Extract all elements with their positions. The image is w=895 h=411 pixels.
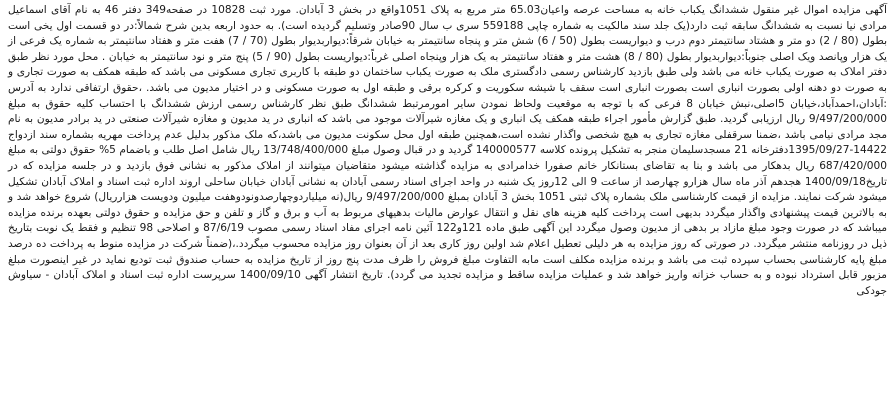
auction-notice-text: آگهی مزایده اموال غیر منقول ششدانگ یکباب خانه به مساحت عرصه واعیان65.03 متر مربع به پلاک 1051واقع در بخش 3 آبادان. مورد ثبت 10828 در صفحه349 دفتر 46 به نام آقای اسماعیل مرادی نیا نسبت به ششدانگ سابقه ثبت دارد(یک جلد سند مالکیت به شماره چاپی 559188 سری ب سال 90صادر وتسلیم گردیده است). به حدود اربعه بدین شرح شمالاً:در دو قسمت اول یخی است بطول (80 / 2) دو متر و هشتاد سانتیمتر دوم درب و دیواریست بطول (50 / 6) شش متر و پنجاه سانتیمتر به خیابان شرقاً:دیواربدیوار بطول (70 / 7) هفت متر و هفتاد سانتیمتر به شماره یک فرعی از یک هزار وپانصد ویک اصلی جنوباً:دیواربدیوار بطول (80 / 8) هشت متر و هفتاد سانتیمتر به یک هزار وپنجاه اصلی غرباً:دیواریست بطول (90 / 5) پنج متر و نود سانتیمتر به خیابان . محل مورد نظر طبق دفتر املاک به صورت یکباب خانه می باشد ولی طبق بازدید کارشناس رسمی دادگستری ملک به صورت یکباب ساختمان دو طبقه با کاربری تجاری مسکونی می باشد که طبقه همکف به صورت تجاری و به صورت دو دهنه اولی بصورت انباری است بصورت انباری است سقف با شیشه سکوریت و کرکره برقی و طبقه اول به صورت مسکونی و در اختیار مدیون می باشد. ،حقوق ارتفاقی ندارد به آدرس :آبادان،احمدآباد،خیابان 5اصلی،نبش خیابان 8 فرعی که با توجه به موقعیت ولحاظ نمودن سایر امورمرتبط ششدانگ طبق نظر کارشناس رسمی ارزش ششدانگ با احتساب کلیه حقوق به مبلغ 9/497/200/000 ریال ارزیابی گردید. طبق گزارش مأمور اجراء طبقه همکف یک انباری و یک مغازه شیرآلات موجود می باشد که انباری در ید مدیون و مغازه شیرآلات صنعتی در ید برادر مدیون به نام مجد مرادی نیامی باشد ،ضمنا سرقفلی مغازه تجاری به هیچ شخصی واگذار نشده است،همچنین طبقه اول محل سکونت مدیون می باشد،که ملک مذکور بدلیل عدم پرداخت مهریه بشماره سند ازدواج 14422-1395/09/27دفترخانه 21 مسجدسلیمان منجر به تشکیل پرونده کلاسه 140000577 گردید و در قبال وصول مبلغ 13/748/400/000 ریال شامل اصل طلب و باضمام 5% حقوق دولتی به مبلغ 687/420/000 ریال بدهکار می باشد و بنا به تقاضای بستانکار خانم صفورا خدامرادی به مزایده گذاشته میشود متقاضیان میتوانند از املاک مذکور به نشانی فوق بازدید و در جلسه مزایده که در تاریخ1400/09/18 هجدهم آذر ماه سال هزارو چهارصد از ساعت 9 الی 12روز یک شنبه در واحد اجرای اسناد رسمی آبادان به نشانی آبادان خیابان ساحلی اروند اداره ثبت اسناد و املاک آبادان تشکیل میشود شرکت نمایند. مزایده از قیمت کارشناسی ملک بشماره پلاک ثبتی 1051 بخش 3 آبادان بمبلغ 9/497/200/000 ریال(نه میلیاردوچهارصدونودوهفت میلیون ودویست هزارریال) شروع خواهد شد و به بالاترین قیمت پیشنهادی واگذار میگردد بدیهی است پرداخت کلیه هزینه های نقل و انتقال عوارض مالیات بدهیهای مربوط به آب و برق و گاز و تلفن و حق مزایده و حقوق دولتی بعهده برنده مزایده میباشد که در صورت وجود مبلغ مازاد بر بدهی از مدیون وصول میگردد این آگهی طبق ماده 121و122 آئین نامه اجرای مفاد اسناد رسمی مصوب 87/6/19 و اصلاحی 98 تنظیم و فقط یک نوبت بتاریخ ذیل در روزنامه منتشر میگردد. در صورتی که روز مزایده به هر دلیلی تعطیل اعلام شد اولین روز کاری بعد از آن بعنوان روز مزایده محسوب میگردد.،(ضمناً شرکت در مزایده منوط به پرداخت ده درصد مبلغ پایه کارشناسی بحساب سپرده ثبت می باشد و برنده مزایده مکلف است مابه التفاوت مبلغ فروش را ظرف مدت پنج روز از تاریخ مزایده به حساب صندوق ثبت تودیع نماید در غیر اینصورت مبلغ مزبور قابل استرداد نبوده و به حساب خزانه واریز خواهد شد و عملیات مزایده ساقط و مزایده تجدید می گردد). تاریخ انتشار آگهی 1400/09/10 سرپرست اداره ثبت اسناد و املاک آبادان - سیاوش جودکی (8, 4, 888, 297)
